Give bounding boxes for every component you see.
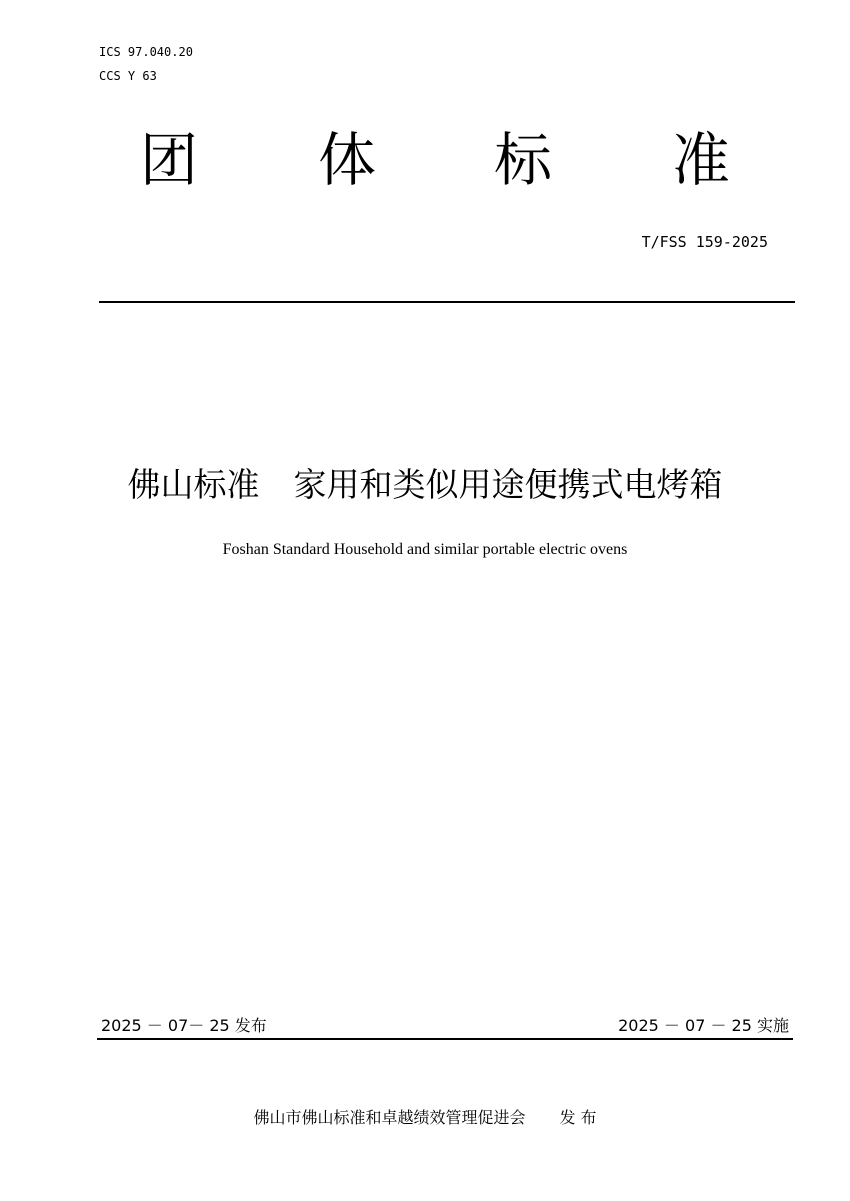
doc-type-char-3: 标	[494, 126, 553, 194]
top-divider	[99, 301, 795, 303]
ccs-code: CCS Y 63	[99, 69, 157, 83]
chinese-title	[0, 462, 850, 508]
english-title: Foshan Standard Household and similar portable electric ovens	[222, 541, 628, 558]
implementation-date: 2025 － 07 － 25 实施	[618, 1016, 789, 1035]
publisher-action: 发 布	[559, 1108, 597, 1127]
doc-type-char-4: 准	[672, 126, 731, 194]
chinese-title-prefix: 佛山标准	[127, 465, 260, 504]
standard-number: T/FSS 159-2025	[641, 233, 768, 251]
doc-type-char-2: 体	[318, 126, 377, 194]
doc-type-char-1: 团	[140, 126, 199, 194]
publisher-name: 佛山市佛山标准和卓越绩效管理促进会	[253, 1108, 526, 1127]
bottom-divider	[97, 1038, 793, 1040]
issue-date: 2025 － 07－ 25 发布	[101, 1016, 267, 1035]
publisher-line	[0, 1106, 850, 1130]
chinese-title-main: 家用和类似用途便携式电烤箱	[293, 465, 723, 504]
ics-code: ICS 97.040.20	[99, 45, 193, 59]
